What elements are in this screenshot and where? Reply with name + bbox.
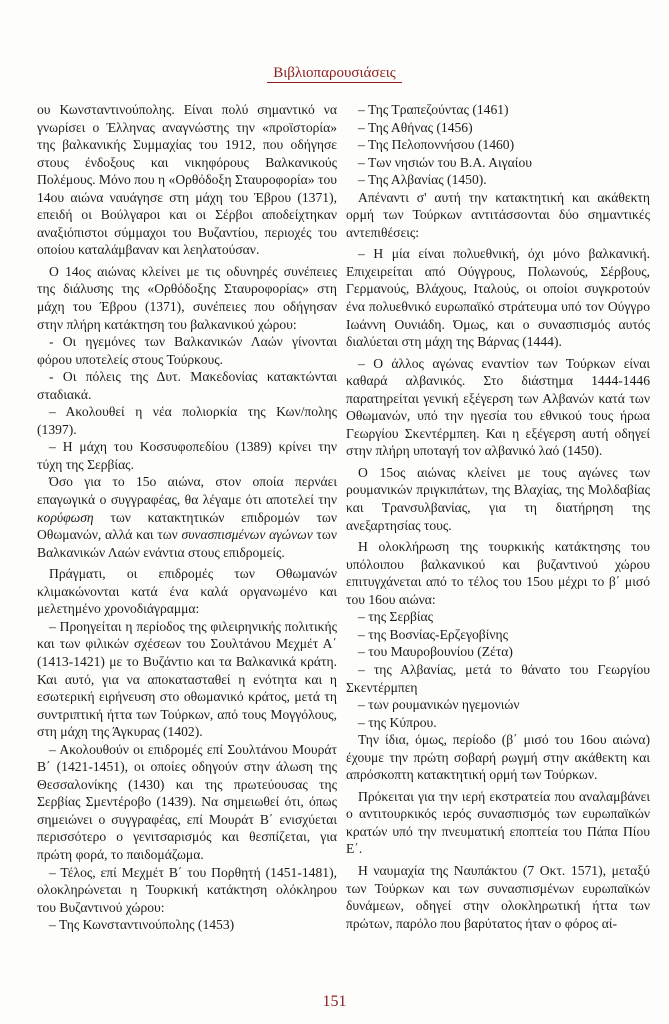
paragraph: Την ίδια, όμως, περίοδο (β΄ μισό του 16ου αιώνα) έχουμε την πρώτη σοβαρή ρωγμή στην ακάθεκτη και απρόσκοπτη κατακτητική ορμή των Τούρκων. xyxy=(346,732,650,783)
list-item: – των ρουμανικών ηγεμονιών xyxy=(358,697,520,713)
paragraph: Πρόκειται για την ιερή εκστρατεία που αναλαμβάνει ο αντιτουρκικός ιερός συνασπισμός των ευρωπαϊκών κρατών υπό την πνευματική εποπτεία του Πάπα Πίου Ε΄. xyxy=(346,788,650,857)
list-item: – του Μαυροβουνίου (Ζέτα) xyxy=(358,644,513,660)
paragraph: Απέναντι σ' αυτή την κατακτητική και ακάθεκτη ορμή των Τούρκων αντιτάσσονται δύο σημαντικές αντεπιθέσεις: xyxy=(346,189,650,240)
list-item: – Της Τραπεζούντας (1461) xyxy=(358,102,509,117)
paragraph: Η ολοκλήρωση της τουρκικής κατάκτησης του υπόλοιπου βαλκανικού και βυζαντινού χώρου επιτυγχάνεται από το τέλος του 15ου μέχρι το β΄ μισό του 16ου αιώνα: xyxy=(346,539,650,607)
paragraph: Η ναυμαχία της Ναυπάκτου (7 Οκτ. 1571), μεταξύ των Τούρκων και των συνασπισμένων ευρωπαϊκών δυνάμεων, οδηγεί στην ολοκληρωτική ήττα των πρώτων, παρόλο που βαρύτατος ήταν ο φόρος αί- xyxy=(346,862,650,931)
list-item: – Της Κωνσταντινούπολης (1453) xyxy=(49,917,235,933)
emphasized-phrase: συνασπισμένων αγώνων xyxy=(181,527,313,543)
list-item: – της Κύπρου. xyxy=(358,714,437,730)
paragraph: – Ο άλλος αγώνας εναντίον των Τούρκων είναι καθαρά αλβανικός. Στο διάστημα 1444-1446 παρατηρείται γενική εξέγερση των Αλβανών κατά των Οθωμανών, υπό την ηγεσία του εθνικού τους ήρωα Γεωργίου Σκεντέρμπεη. Και η εξέγερση αυτή οδηγεί στην πλήρη υποταγή τον αλβανικό λαό (1450). xyxy=(346,355,650,459)
paragraph: Ο 15ος αιώνας κλείνει με τους αγώνες των ρουμανικών πριγκιπάτων, της Βλαχίας, της Μολδαβίας και Τρανσυλβανίας, για τη διατήρηση της ανεξαρτησίας τους. xyxy=(346,464,650,533)
left-column xyxy=(37,101,337,934)
section-title: Βιβλιοπαρουσιάσεις xyxy=(267,65,401,83)
list-item: – Ακολουθούν οι επιδρομές επί Σουλτάνου Μουράτ Β΄ (1421-1451), οι οποίες οδηγούν στην άλωση της Θεσσαλονίκης (1430) και της πρωτεύουσας της Σερβίας Σμεντέροβο (1439). Να σημειωθεί ότι, όπως σημειώνει ο συγγραφέας, επί Μουράτ Β΄ ενισχύεται περισσότερο ο γενιτσαρισμός και θεσπίζεται, για πρώτη φορά, το παιδομάζωμα. xyxy=(37,741,337,862)
list-item: - Οι πόλεις της Δυτ. Μακεδονίας κατακτώνται σταδιακά. xyxy=(37,369,337,402)
list-item: – Της Πελοποννήσου (1460) xyxy=(358,137,515,153)
list-item: – Τέλος, επί Μεχμέτ Β΄ του Πορθητή (1451-1481), ολοκληρώνεται η Τουρκική κατάκτηση ολόκληρου του Βυζαντινού χώρου: xyxy=(37,864,337,915)
list-item: – Η μάχη του Κοσσυφοπεδίου (1389) κρίνει την τύχη της Σερβίας. xyxy=(37,439,337,472)
list-item: – Των νησιών του Β.Α. Αιγαίου xyxy=(358,154,532,170)
list-item: - Οι ηγεμόνες των Βαλκανικών Λαών γίνονται φόρου υποτελείς στους Τούρκους. xyxy=(37,334,337,367)
emphasized-phrase: κορύφωση xyxy=(37,509,94,525)
list-item: – της Σερβίας xyxy=(358,609,434,625)
list-item: – Ακολουθεί η νέα πολιορκία της Κων/πολης (1397). xyxy=(37,404,337,437)
list-item: – της Βοσνίας-Ερζεγοβίνης xyxy=(358,626,509,642)
page-number: 151 xyxy=(322,993,347,1010)
list-item: – Της Αθήνας (1456) xyxy=(358,119,473,135)
paragraph: Ο 14ος αιώνας κλείνει με τις οδυνηρές συνέπειες της διάλυσης της «Ορθόδοξης Σταυροφορίας» στη μάχη του Έβρου (1371), συνέπειες που οδήγησαν στην πλήρη κατάκτηση του βαλκανικού χώρου: xyxy=(37,263,337,332)
paragraph: Πράγματι, οι επιδρομές των Οθωμανών κλιμακώνονται κατά ένα καλά οργανωμένο και μελετημένο χρονοδιάγραμμα: xyxy=(37,566,337,617)
running-header xyxy=(0,62,669,82)
list-item: – Της Αλβανίας (1450). xyxy=(358,172,487,188)
paragraph: – Η μία είναι πολυεθνική, όχι μόνο βαλκανική. Επιχειρείται από Ούγγρους, Πολωνούς, Σέρβους, Γερμανούς, Βλάχους, Ιταλούς, οι οποίοι συγκροτούν ένα πολυεθνικό ευρωπαϊκό στράτευμα υπό τον Ούγγρο Ιωάννη Ουνιάδη. Όμως, και ο συνασπισμός αυτός διαλύεται στη μάχη της Βάρνας (1444). xyxy=(346,246,650,350)
list-item: – Προηγείται η περίοδος της φιλειρηνικής πολιτικής και των φιλικών σχέσεων του Σουλτάνου Μεχμέτ Α΄ (1413-1421) με το Βυζάντιο και τα Βαλκανικά κράτη. Και αυτό, για να αποκατασταθεί η ενότητα και η εσωτερική ειρήνευση στο οθωμανικό κράτος, μετά τη συντριπτική ήττα των Τούρκων, από τους Μογγόλους, στη μάχη της Άγκυρας (1402). xyxy=(37,618,337,740)
list-item: – της Αλβανίας, μετά το θάνατο του Γεωργίου Σκεντέρμπεη xyxy=(346,661,650,695)
paragraph: ου Κωνσταντινούπολης. Είναι πολύ σημαντικό να γνωρίσει ο Έλληνας αναγνώστης την «προϊστορία» της βαλκανικής Συμμαχίας του 1912, που οδήγησε στους ένδοξους και νικηφόρους Βαλκανικούς Πολέμους. Μόνο που η «Ορθόδοξη Σταυροφορία» του 14ου αιώνα ναυάγησε στη μάχη του Έβρου (1371), επειδή οι Βούλγαροι και οι Σέρβοι αποδείχτηκαν αναξιόπιστοι σύμμαχοι του Βυζαντίου, περιοχές του οποίου καταλάμβαναν και λεηλατούσαν. xyxy=(37,102,337,258)
right-column xyxy=(346,101,650,932)
paragraph-emphasis: Όσο για το 15ο αιώνα, στον οποία περνάει επαγωγικά ο συγγραφέας, θα λέγαμε ότι αποτελεί την κορύφωση των κατακτητικών επιδρομών των Οθωμανών, αλλά και των συνασπισμένων αγώνων των Βαλκανικών Λαών ενάντια στους επιδρομείς. xyxy=(37,474,337,560)
